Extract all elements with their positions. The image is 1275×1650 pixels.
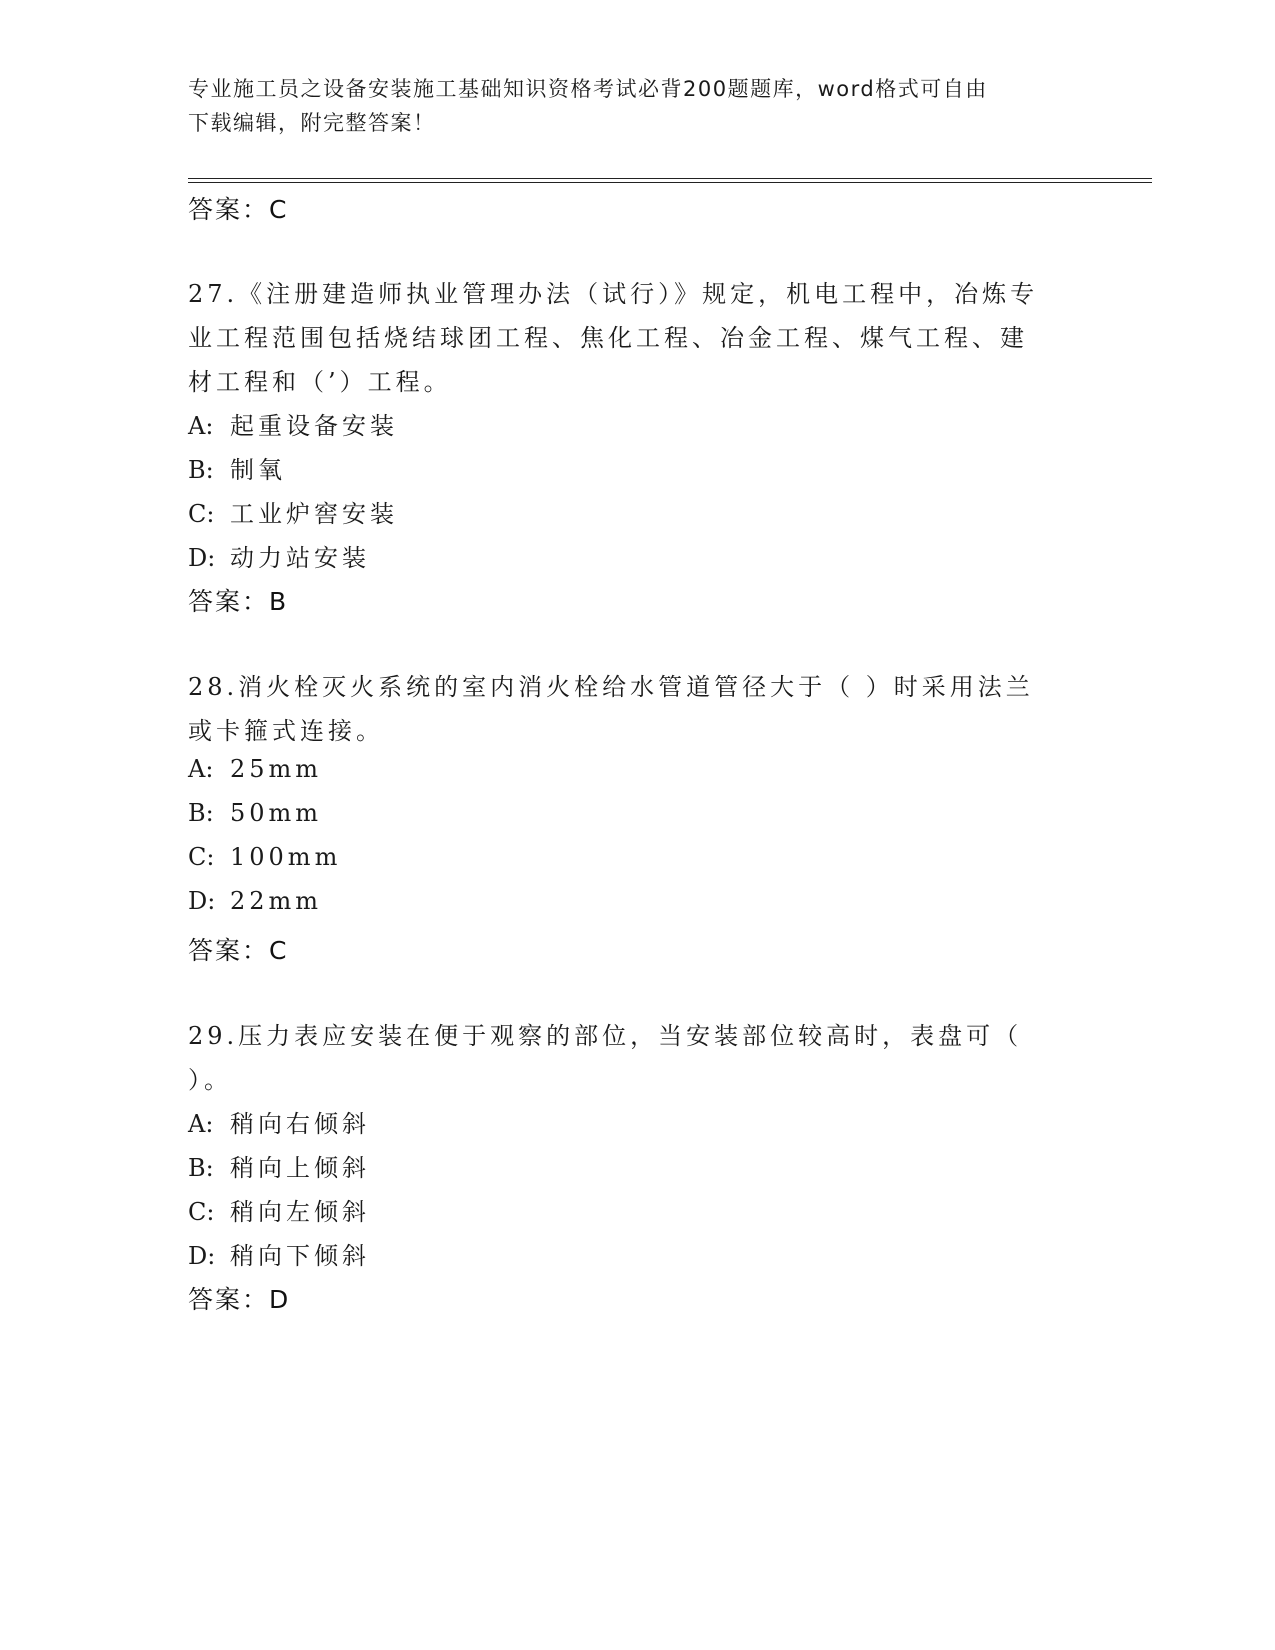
option-text: 50mm [230,799,323,827]
question-29-answer: 答案：D [188,1285,291,1314]
question-28-option-b [188,799,322,827]
question-29-option-c [188,1192,370,1227]
question-28-answer: 答案：C [188,936,289,965]
option-letter: B: [188,1154,214,1182]
option-text: 工业炉窖安装 [230,500,398,528]
question-29-option-d [188,1236,370,1271]
question-29-option-a [188,1104,370,1139]
option-letter: B: [188,456,214,484]
option-text: 100mm [230,843,342,871]
option-text: 25mm [230,755,323,783]
option-letter: C: [188,1198,215,1226]
question-28-line-1: 28.消火栓灭火系统的室内消火栓给水管道管径大于（ ）时采用法兰 [188,673,1034,701]
question-29-option-b [188,1148,370,1183]
option-text: 稍向右倾斜 [230,1110,370,1138]
question-28-option-c [188,843,341,871]
question-29-line-1: 29.压力表应安装在便于观察的部位，当安装部位较高时，表盘可（ [188,1022,1023,1050]
option-letter: C: [188,843,215,871]
question-27-option-d [188,538,370,573]
option-text: 动力站安装 [230,544,370,572]
question-27-option-a [188,406,398,441]
option-text: 22mm [230,887,323,915]
option-letter: A: [188,755,214,783]
option-text: 稍向左倾斜 [230,1198,370,1226]
option-letter: D: [188,1242,216,1270]
option-text: 起重设备安装 [230,412,398,440]
header-line-2: 下载编辑，附完整答案！ [188,111,436,135]
question-27-line-3: 材工程和（’）工程。 [188,368,452,396]
question-29-line-2: ）。 [188,1066,232,1094]
question-27-option-b [188,450,286,485]
header-line-1: 专业施工员之设备安装施工基础知识资格考试必背200题题库，word格式可自由 [188,77,988,101]
option-letter: D: [188,544,216,572]
option-letter: A: [188,1110,214,1138]
header-divider-top [188,178,1152,179]
option-text: 制氧 [230,456,286,484]
option-text: 稍向上倾斜 [230,1154,370,1182]
question-28-line-2: 或卡箍式连接。 [188,717,384,745]
option-text: 稍向下倾斜 [230,1242,370,1270]
option-letter: D: [188,887,216,915]
option-letter: C: [188,500,215,528]
option-letter: A: [188,412,214,440]
previous-answer: 答案：C [188,195,289,224]
question-27-line-1: 27.《注册建造师执业管理办法（试行）》规定，机电工程中，冶炼专 [188,280,1039,308]
question-27-option-c [188,494,398,529]
question-27-answer: 答案：B [188,587,289,616]
question-28-option-a [188,755,322,783]
header-divider-bottom [188,182,1152,183]
question-27-line-2: 业工程范围包括烧结球团工程、焦化工程、冶金工程、煤气工程、建 [188,324,1028,352]
option-letter: B: [188,799,214,827]
document-header [188,72,1088,140]
question-28-option-d [188,887,322,915]
